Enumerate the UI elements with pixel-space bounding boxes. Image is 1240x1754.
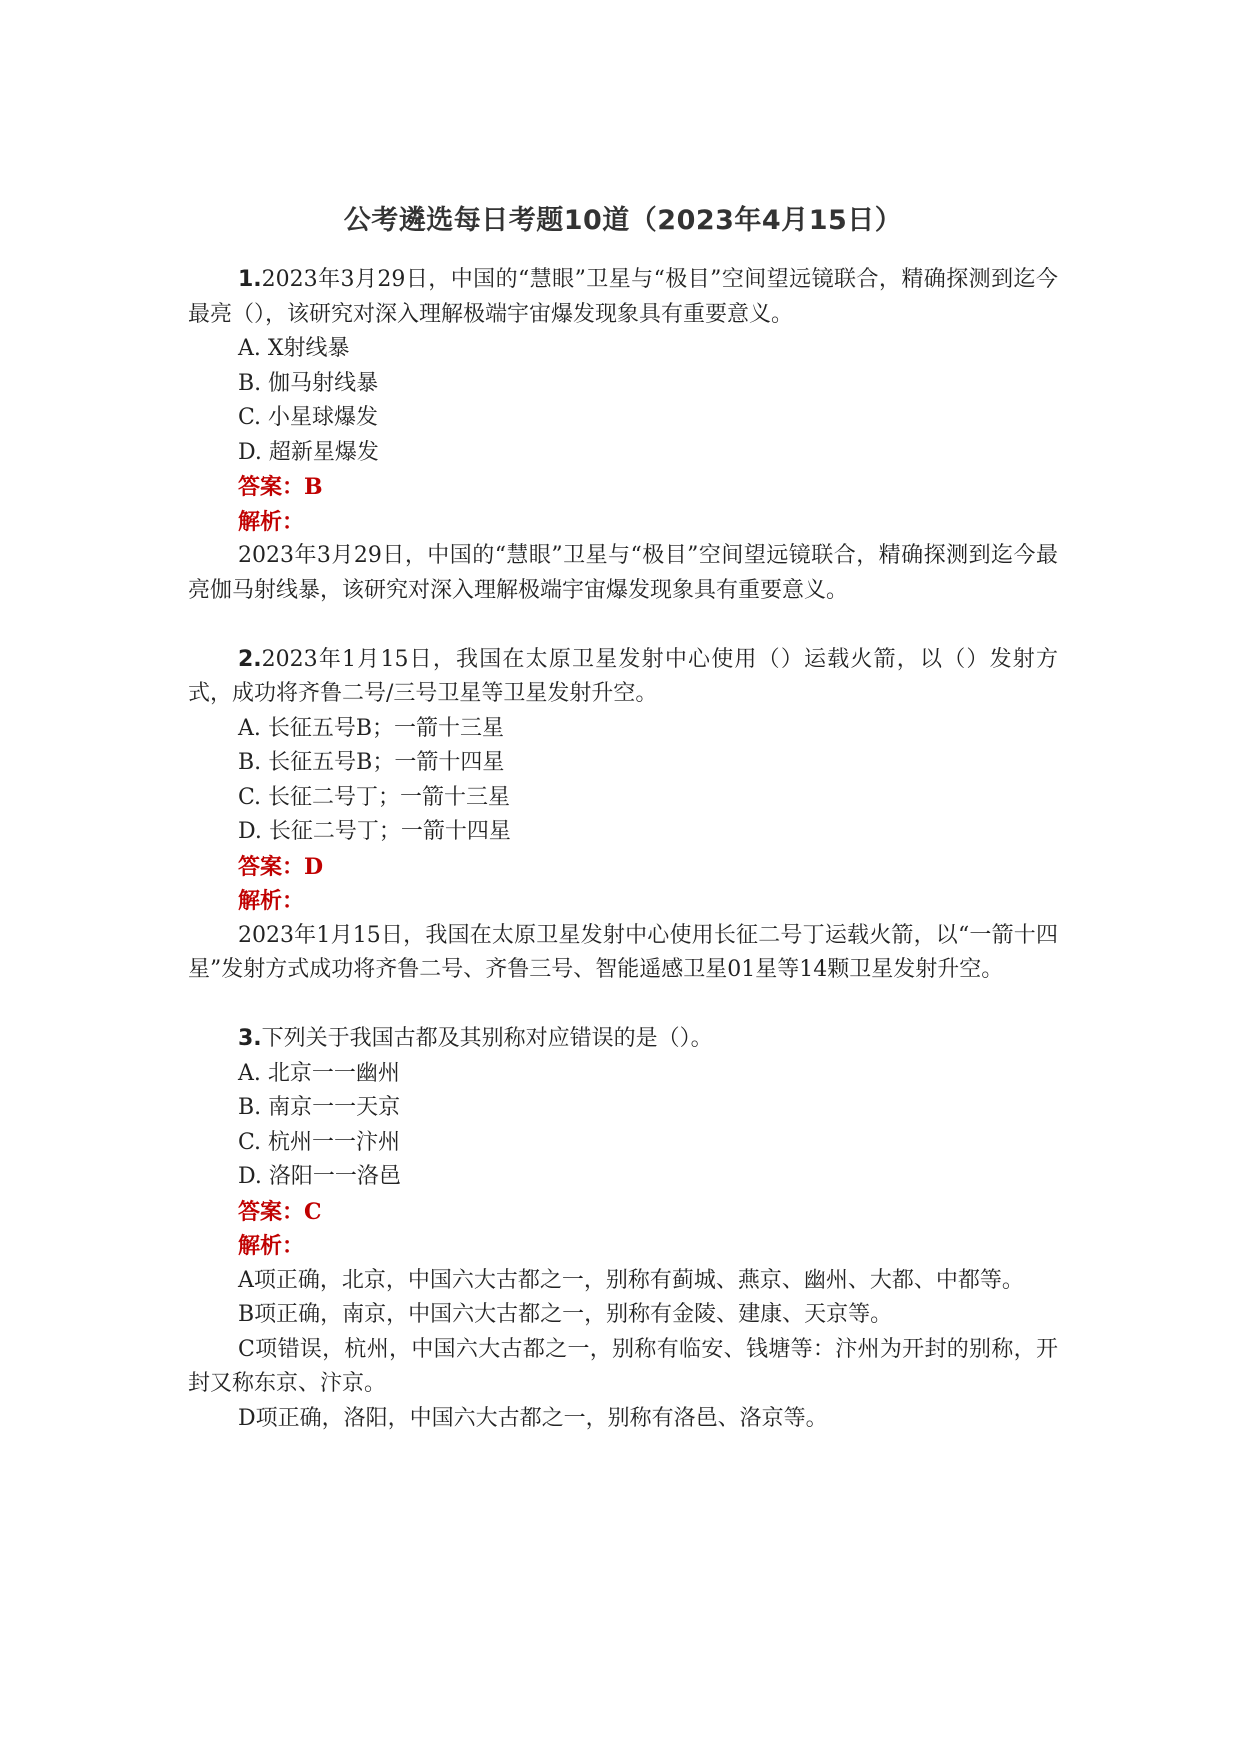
option-b: B. 南京一一天京: [238, 1095, 401, 1120]
analysis-paragraph: C项错误，杭州，中国六大古都之一，别称有临安、钱塘等：汴州为开封的别称，开封又称东京、汴京。: [188, 1336, 1058, 1396]
analysis-paragraph: 2023年1月15日，我国在太原卫星发射中心使用长征二号丁运载火箭，以“一箭十四星”发射方式成功将齐鲁二号、齐鲁三号、智能遥感卫星01星等14颗卫星发射升空。: [188, 922, 1058, 982]
question-stem: [188, 263, 1058, 332]
answer-label: 答案：D: [238, 853, 324, 880]
option-c: C. 小星球爆发: [238, 405, 379, 430]
analysis-label: 解析：: [238, 508, 305, 535]
page-title: 公考遴选每日考题10道（2023年4月15日）: [343, 205, 903, 236]
option-a: A. X射线暴: [238, 336, 350, 361]
answer-label: 答案：C: [238, 1198, 322, 1225]
question-stem: [188, 643, 1058, 712]
option-d: D. 超新星爆发: [238, 439, 379, 465]
option-c: C. 杭州一一汴州: [238, 1129, 401, 1155]
question-list: [188, 263, 1058, 1471]
question-text: 2023年3月29日，中国的“慧眼”卫星与“极目”空间望远镜联合，精确探测到迄今最亮（），该研究对深入理解极端宇宙爆发现象具有重要意义。: [188, 267, 1058, 327]
option-d: D. 洛阳一一洛邑: [238, 1164, 401, 1189]
question-number: 2.: [238, 646, 262, 672]
question-number: 3.: [238, 1026, 262, 1051]
question-2: [188, 643, 1058, 988]
analysis-label: 解析：: [238, 888, 305, 914]
analysis-paragraph: D项正确，洛阳，中国六大古都之一，别称有洛邑、洛京等。: [238, 1405, 828, 1431]
question-text: 下列关于我国古都及其别称对应错误的是（）。: [261, 1026, 713, 1051]
question-1: [188, 263, 1058, 608]
option-d: D. 长征二号丁；一箭十四星: [238, 819, 511, 844]
analysis-paragraph: 2023年3月29日，中国的“慧眼”卫星与“极目”空间望远镜联合，精确探测到迄今最亮伽马射线暴，该研究对深入理解极端宇宙爆发现象具有重要意义。: [188, 543, 1058, 603]
analysis-label: 解析：: [238, 1233, 305, 1259]
analysis-paragraph: A项正确，北京，中国六大古都之一，别称有蓟城、燕京、幽州、大都、中都等。: [238, 1267, 1024, 1293]
option-a: A. 北京一一幽州: [238, 1060, 400, 1086]
option-a: A. 长征五号B；一箭十三星: [238, 715, 505, 741]
answer-label: 答案：B: [238, 474, 323, 500]
question-stem: [188, 1022, 1058, 1057]
question-3: [188, 1022, 1058, 1436]
analysis-paragraph: B项正确，南京，中国六大古都之一，别称有金陵、建康、天京等。: [238, 1302, 893, 1327]
option-b: B. 长征五号B；一箭十四星: [238, 750, 505, 775]
option-c: C. 长征二号丁；一箭十三星: [238, 784, 511, 810]
question-text: 2023年1月15日，我国在太原卫星发射中心使用（）运载火箭，以（）发射方式，成功将齐鲁二号/三号卫星等卫星发射升空。: [188, 646, 1058, 706]
question-number: 1.: [238, 267, 262, 292]
option-b: B. 伽马射线暴: [238, 370, 379, 396]
